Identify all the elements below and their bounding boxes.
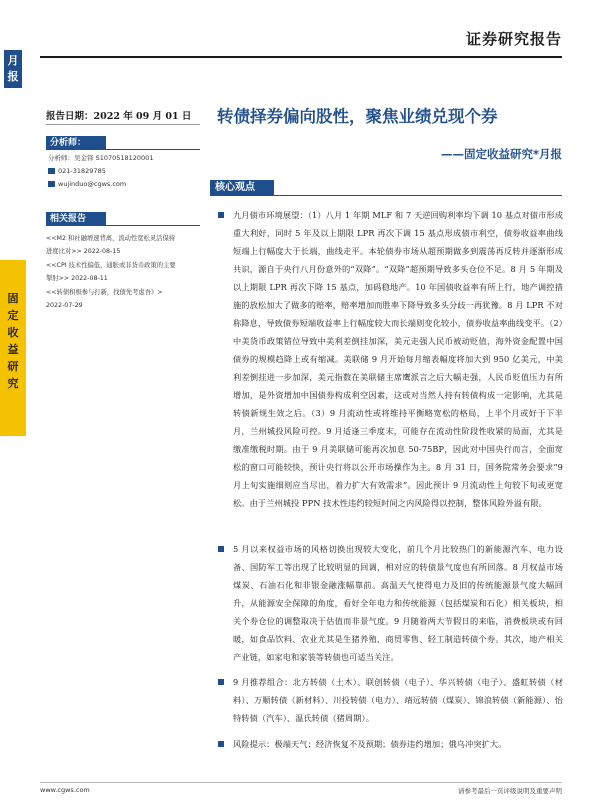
bullet-icon [218,212,224,218]
related-section-tab: 相关报告 [46,212,106,226]
bullet-icon [218,679,224,685]
related-report-link[interactable]: <<转债积极参与打新，找债先考虑吾》> [46,288,163,296]
email-address[interactable]: wujinduo@cgws.com [58,180,127,188]
related-report-link[interactable]: <<CPI 技术性偏低，通胀或非货币政策的主要 [46,261,176,269]
report-date: 报告日期：2022 年 09 月 01 日 [46,111,192,122]
related-reports-list [46,232,202,312]
header-divider [40,56,562,58]
email-icon [48,181,55,187]
report-type-tag: 月 报 [4,50,22,88]
analyst-section-line [46,149,200,150]
related-report-date: 2022-07-29 [46,302,83,310]
analyst-email [48,180,126,188]
core-paragraph-portfolio: 9 月推荐组合：北方转债（土木）、联创转债（电子）、华兴转债（电子）、盛虹转债（材料）、万顺转债（新材料）、川投转债（电力）、靖远转债（煤炭）、锦浪转债（新能源）、怡特转债（汽车）、温氏转债（猪周期）。 [233,677,563,723]
section-label: 固 定 收 益 研 究 [7,292,19,390]
date-divider [46,124,200,125]
related-report-date: 进度比对>> 2022-08-15 [46,248,121,256]
footer-disclaimer: 请参考最后一页评级说明及重要声明 [458,787,562,795]
report-main-title: 转债择券偏向股性，聚焦业绩兑现个券 [217,107,498,126]
related-report-link[interactable]: <<M2 和社融增速背离，流动性宽松灵活保持 [46,235,176,242]
report-header-title: 证券研究报告 [465,30,562,48]
analyst-section-tab: 分析师： [46,136,106,150]
report-subtitle: ——固定收益研究*月报 [440,147,562,161]
related-section-line [46,225,200,226]
analyst-phone [48,167,106,175]
bullet-icon [218,546,224,552]
bullet-icon [218,741,224,747]
core-views-tab: 核心观点 [210,180,274,196]
core-views-line [210,195,562,196]
footer-divider [40,782,562,783]
footer-website[interactable]: www.cgws.com [40,786,90,794]
analyst-name: 分析师：吴金铎 S1070518120001 [48,154,154,162]
phone-icon [48,168,55,174]
core-paragraph-risk: 风险提示：极端天气；经济恢复不及预期；债券违约增加；俄乌冲突扩大。 [233,739,507,749]
core-paragraph-outlook: 九月债市环境展望：（1）八月 1 年期 MLF 和 7 天逆回购利率均下调 10 基点对债市形成重大利好，同时 5 年及以上期限 LPR 再次下调 15 基点形成债市利空，债券收益率曲线短端上行幅度大于长端，曲线走平。本轮债券市场从超预期做多到震荡再反转并逐渐形成共识，源自于央行八月份意外的“双降”。“双降”超预期导致多头仓位不足。8 月 5 年期及以上期限 LPR 再次下降 15 基点，加码稳地产。10 年国债收益率有所上行，地产调控措施的放松加大了做多的赔率，赔率增加而胜率下降导致多头分歧一再犹豫。8 月 LPR 不对称降息，导致债券短端收益率上行幅度较大而长端则变化较小，债券收益率曲线变平。（2）中美货币政策错位导致中美利差倒挂加深，美元走强人民币被动贬值，海外资金配置中国债券的规模趋降上或有缩减。美联储 9 月开始每月缩表幅度将加大到 950 亿美元，中美利差倒挂进一步加深，美元指数在美联储主席鹰派言之后大幅走强，人民币贬值压力有所增加，是外资增加中国债券构成利空因素，这或对当然人持有转债构成一定影响，尤其是转债新规生效之后。（3）9 月流动性或将维持平衡略宽松的格局，上半个月或好于下半月，兰州城投风险可控。9 月适逢三季度末，可能存在流动性阶段性收紧的局面，尤其是缴准缴税时期。由于 9 月美联储可能再次加息 50-75BP，因此对中国央行而言，全面宽松的窗口可能较快，预计央行将以公开市场操作为主。8 月 31 日，国务院常务会要求“9 月上旬实施细则应当尽出，着力扩大有效需求”。因此预计 9 月流动性上旬较下旬或更宽松。由于兰州城投 PPN 技术性违约较短时间之内风险得以控制，整体风险外溢有限。 [233,210,563,508]
core-paragraph-equity: 5 月以来权益市场的风格切换出现较大变化，前几个月比较热门的新能源汽车、电力设备、国防军工等出现了比较明显的回调，相对应的转债景气度也有所回落。8 月权益市场煤炭、石油石化和非银金融涨幅靠前。高温天气使得电力及旧的传统能源景气度大幅回升，从能源安全保障的角度，看好全年电力和传统能源（包括煤炭和石化）相关板块，相关个券仓位的调整取决于估值而非景气度。9 月随着两大节假日的来临，消费板块或有回暖，如食品饮料、农业尤其是生猪养殖、商贸零售、轻工制造转债个券。其次，地产相关产业链，如家电和家装等转债也可适当关注。 [233,544,563,662]
phone-number: 021-31829785 [58,167,106,175]
related-report-date: 掣肘>> 2022-08-11 [46,275,108,283]
